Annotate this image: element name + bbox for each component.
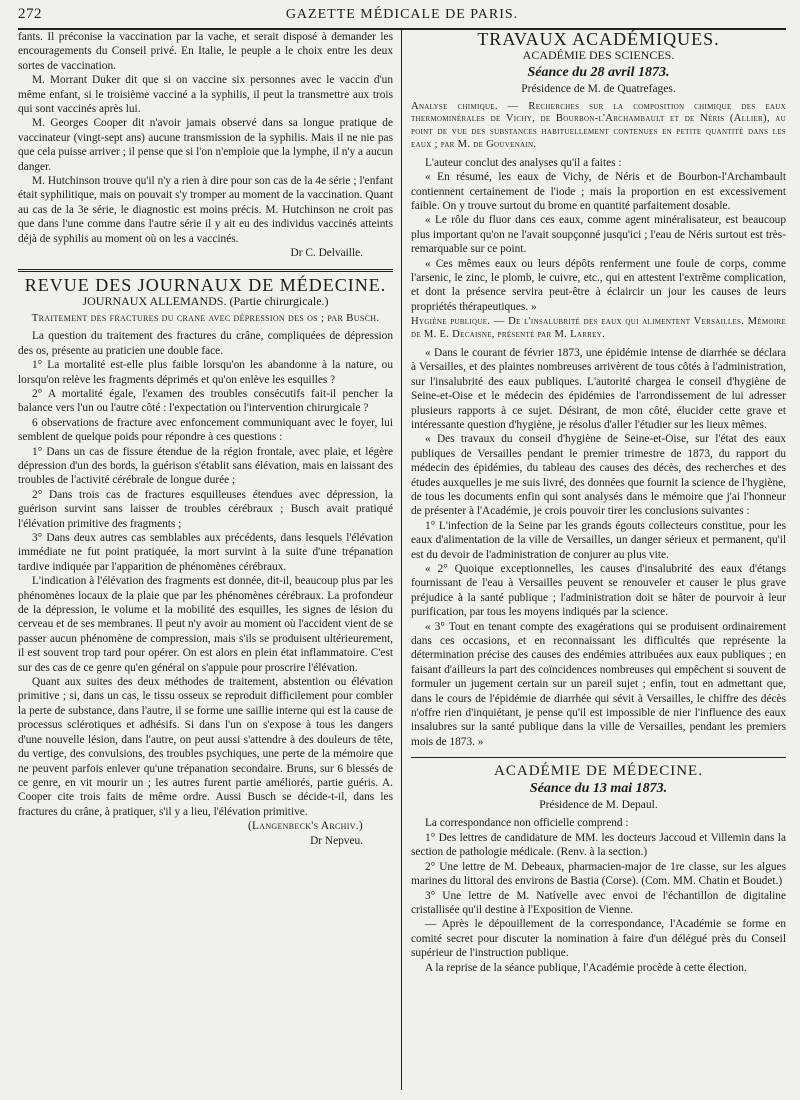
paragraph: « Le rôle du fluor dans ces eaux, comme agent minéralisateur, est beaucoup plus important qu'on ne l'avait soupçonné jusqu'ici ; l'eau de Néris surtout est très-remarquable sur ce point. xyxy=(411,214,786,256)
article-title: Traitement des fractures du crane avec dépression des os ; par Busch. xyxy=(31,312,380,325)
paragraph: « En résumé, les eaux de Vichy, de Néris et de Bourbon-l'Archambault contiennent certainement de l'iode ; mais la proportion en est excessivement faible. On y trouve surtout du brome en quantité parfaitement dosable. xyxy=(411,171,786,213)
section-title: ACADÉMIE DE MÉDECINE. xyxy=(494,763,703,780)
paragraph: « Dans le courant de février 1873, une épidémie intense de diarrhée se déclara à Versailles, et des plaintes nombreuses arrivèrent de tous côtés à l'administration, sur l'insalubrité des eaux publiques. L'autorité chargea le conseil d'hygiène de Seine-et-Oise et le médecin des épidémies de l'arrondissement de lui adresser plusieurs rapports à ce sujet. Désirant, de mon côté, élucider cette grave et intéressante question d'hygiène, je résolus d'aller l'étudier sur les lieux mêmes. xyxy=(411,346,786,431)
page-number: 272 xyxy=(18,6,42,22)
section-title: REVUE DES JOURNAUX DE MÉDECINE. xyxy=(24,274,387,295)
paragraph: 1° L'infection de la Seine par les grands égouts collecteurs constitue, pour les eaux d'alimentation de la ville de Versailles, un danger sérieux et permanent, qu'il est du devoir de l'administration de conjurer au plus vite. xyxy=(411,519,786,561)
paragraph: 3° Une lettre de M. Natívelle avec envoi de l'échantillon de digitaline cristallisée qu'il destine à l'Exposition de Vienne. xyxy=(411,889,786,916)
left-column xyxy=(18,30,399,1090)
section-divider xyxy=(411,757,786,758)
paragraph: L'auteur conclut des analyses qu'il a faites : xyxy=(425,156,622,169)
presidency-line: Présidence de M. de Quatrefages. xyxy=(521,83,676,96)
paragraph: 1° Dans un cas de fissure étendue de la région frontale, avec plaie, et légère dépression d'un des bords, la guérison s'établit sans élévation, mais en laissant des troubles de l'activité cérébrale de longue durée ; xyxy=(18,445,393,487)
presidency-line: Présidence de M. Depaul. xyxy=(539,799,658,812)
paragraph: — Après le dépouillement de la correspondance, l'Académie se forme en comité secret pour discuter la nomination à faire d'un délégué près du Conseil supérieur de l'instruction publique. xyxy=(411,918,786,960)
article-lead: Hygiène publique. — De l'insalubrité des eaux qui alimentent Versailles. Mémoire de M. E. Decaisne, présenté par M. Larrey. xyxy=(411,316,786,341)
section-divider xyxy=(18,269,393,272)
paragraph: La question du traitement des fractures du crâne, compliquées de dépression des os, présente au praticien une double face. xyxy=(18,330,393,357)
session-heading: Séance du 13 mai 1873. xyxy=(529,780,668,796)
signature: Dr Nepveu. xyxy=(310,834,363,847)
signature: Dr C. Delvaille. xyxy=(290,247,363,260)
section-subtitle: ACADÉMIE DES SCIENCES. xyxy=(522,48,675,63)
paragraph: 2° A mortalité égale, l'examen des troubles consécutifs fait-il pencher la balance vers l'un ou l'autre côté : l'expectation ou l'intervention chirurgicale ? xyxy=(18,387,393,415)
paragraph: « 3° Tout en tenant compte des exagérations qui se produisent ordinairement dans ces occasions, et en reconnaissant les difficultés que représente la détermination précise des causes des endémies attribuées aux eaux publiques ; en faisant d'ailleurs la part des coïncidences nombreuses qui empêchent si souvent de formuler un jugement certain sur un pareil sujet ; enfin, tout en admettant que, dans le cours de l'épidémie de diarrhée qui sévit à Versailles, le chiffre des décès n'offre rien d'inquiétant, je pense qu'il est impossible de nier l'influence des eaux insalubres sur la santé publique dans la ville de Versailles, pendant les premiers mois de 1873. » xyxy=(411,620,786,748)
section-subtitle: JOURNAUX ALLEMANDS. (Partie chirurgicale.) xyxy=(82,293,329,308)
paragraph: fants. Il préconise la vaccination par la vache, et serait disposé à demander les encouragements du Conseil privé. En Italie, le peuple a le choix entre les deux sortes de vaccination. xyxy=(18,31,393,72)
journal-title: GAZETTE MÉDICALE DE PARIS. xyxy=(285,7,519,22)
paragraph: « Ces mêmes eaux ou leurs dépôts renferment une foule de corps, comme l'arsenic, le zinc, le plomb, le cuivre, etc., qui en attestent l'extrême complication, et dont la présence servira peut-être à éclaircir un jour les causes de leurs propriétés thérapeutiques. » xyxy=(411,257,786,313)
right-column xyxy=(407,30,786,1090)
paragraph: 3° Dans deux autres cas semblables aux précédents, dans lesquels l'élévation immédiate ne fut point pratiquée, la mort survint à la suite d'une trépanation tardive indiquée par l'apparition de phénomènes cérébraux. xyxy=(18,532,393,573)
article-lead: Analyse chimique. — Recherches sur la composition chimique des eaux thermominérales de Vichy, de Bourbon-l'Archambault et de Néris (Allier), au point de vue des substances habituellement contenues en petite quantité dans les eaux ; par M. de Gouvenain. xyxy=(411,100,786,151)
paragraph: 1° Des lettres de candidature de MM. les docteurs Jaccoud et Villemin dans la section de pathologie médicale. (Renv. à la section.) xyxy=(411,831,786,859)
session-heading: Séance du 28 avril 1873. xyxy=(527,64,670,80)
paragraph: L'indication à l'élévation des fragments est donnée, dit-il, beaucoup plus par les phénomènes locaux de la plaie que par les phénomènes cérébraux. La profondeur de la dépression, le volume et la mobilité des esquilles, les signes de lésion du cerveau et de ses membranes. Il peut n'y avoir au moment où l'accident vient de se passer aucun phénomène de compression, mais s'ils se produisent ultérieurement, il est souvent trop tard pour opérer. On est alors en plein état inflammatoire. C'est sur des cas de ce genre qu'en général on s'appuie pour proscrire l'élévation. xyxy=(18,575,393,674)
paragraph: A la reprise de la séance publique, l'Académie procède à cette élection. xyxy=(425,961,747,974)
paragraph: Quant aux suites des deux méthodes de traitement, abstention ou élévation primitive ; si, dans un cas, le tissu osseux se reproduit difficilement pour combler la perte de substance, dans l'autre, il se forme une saillie interne qui est la cause de processus sclérotiques et adhésifs. Si dans l'un on s'expose à tous les dangers d'une nouvelle lésion, dans l'autre, on peut aussi s'attendre à des douleurs de tête, du vertige, des convulsions, des troubles psychiques, une perte de la mémoire que ne peuvent parfois enlever qu'une trépanation secondaire. Bruns, sur 6 blessés de ce genre, en vit mourir un ; les autres furent partie améliorés, partie guéris. A. Cooper cite trois faits de même ordre. Aussi Busch se décide-t-il, dans les fractures du crâne, à pratiquer, s'il y a lieu, l'élévation primitive. xyxy=(18,676,393,818)
paragraph: M. Georges Cooper dit n'avoir jamais observé dans sa longue pratique de vaccinateur (vingt-sept ans) aucune transmission de la syphilis. Mais il ne nie pas que cela puisse arriver ; il pense que si l'on n'emploie que la lymphe, il n'y a aucun danger. xyxy=(18,117,393,173)
paragraph: M. Hutchinson trouve qu'il n'y a rien à dire pour son cas de la 4e série ; l'enfant était syphilitique, mais on pouvait s'y tromper au moment de la vaccination. Quant au cas de la 3e série, le diagnostic est moins précis. M. Hutchinson ne croit pas que dans l'une comme dans l'autre série il y ait eu des individus vaccinés atteints déjà de syphilis au moment où on les a vaccinés. xyxy=(18,175,393,245)
source-citation: (Langenbeck's Archiv.) xyxy=(247,820,363,833)
paragraph: 2° Une lettre de M. Debeaux, pharmacien-major de 1re classe, sur les algues marines du littoral des environs de Bastia (Corse). (Com. MM. Chatin et Boudet.) xyxy=(411,860,786,888)
two-column-body xyxy=(18,30,786,1090)
paragraph: « 2° Quoique exceptionnelles, les causes d'insalubrité des eaux d'étangs fournissant de l'eau à Versailles peuvent se renouveler et causer le plus grave préjudice à la santé publique ; l'administration doit se hâter de pourvoir à leur purification, par tous les moyens indiqués par la science. xyxy=(411,562,786,619)
paragraph: « Des travaux du conseil d'hygiène de Seine-et-Oise, sur l'état des eaux publiques de Versailles pendant le premier trimestre de 1873, du rapport du médecin des épidémies, du tableau des causes des décès, des recherches et des études auxquelles je me suis livré, des données que fournit la science de l'hygiène, de tous les documents enfin qui sont analysés dans le mémoire que j'ai l'honneur de présenter à l'Académie, je crois pouvoir tirer les conclusions suivantes : xyxy=(411,433,786,518)
column-rule xyxy=(401,30,402,1090)
paragraph: 1° La mortalité est-elle plus faible lorsqu'on les abandonne à la nature, ou lorsqu'on relève les fragments déprimés et qu'on enlève les esquilles ? xyxy=(18,359,393,386)
section-title: TRAVAUX ACADÉMIQUES. xyxy=(477,30,720,49)
paragraph: M. Morrant Duker dit que si on vaccine six personnes avec le vaccin d'un même enfant, si le troisième vacciné a la syphilis, il peut la transmettre aux trois qui sont vaccinés après lui. xyxy=(18,74,393,116)
paragraph: La correspondance non officielle comprend : xyxy=(425,817,629,830)
page-header xyxy=(18,6,786,30)
paragraph: 2° Dans trois cas de fractures esquilleuses étendues avec dépression, la guérison survint sans laisser de troubles cérébraux ; Busch avait pratiqué l'élévation primitive des fragments ; xyxy=(18,488,393,530)
paragraph: 6 observations de fracture avec enfoncement communiquant avec le foyer, lui semblent de quelque poids pour répondre à ces questions : xyxy=(18,416,393,444)
